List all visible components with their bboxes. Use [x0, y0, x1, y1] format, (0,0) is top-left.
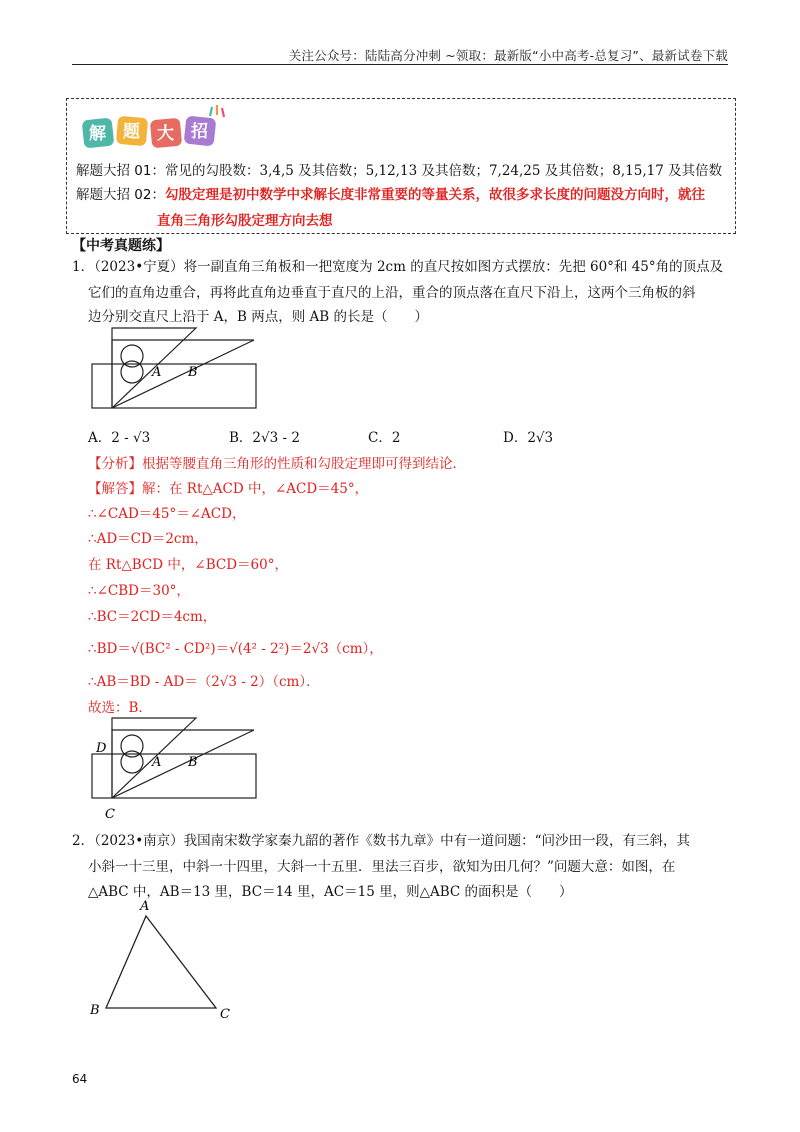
tip-1-label: 解题大招 01： — [76, 163, 165, 179]
q2-line-1: 2．（2023•南京）我国南宋数学家秦九韶的著作《数书九章》中有一道问题：“问沙田一段，有三斜，其 — [72, 833, 691, 849]
q1-line-1: 1．（2023•宁夏）将一副直角三角板和一把宽度为 2cm 的直尺按如图方式摆放：先把 60°和 45°角的顶点及 — [72, 259, 724, 275]
tips-box — [66, 98, 736, 234]
q1-answer: 故选：B． — [88, 700, 152, 716]
label-A: A — [152, 755, 162, 770]
label-A: A — [152, 365, 162, 380]
ruler — [92, 364, 256, 408]
q1-figure — [88, 322, 268, 414]
q1-solution-6: ∴BC＝2CD＝4cm， — [88, 609, 217, 625]
page-header: 关注公众号：陆陆高分冲刺 ~领取：最新版“小中高考-总复习”、最新试卷下载 — [288, 48, 728, 63]
section-title: 【中考真题练】 — [72, 238, 170, 254]
q1-analysis: 【分析】根据等腰直角三角形的性质和勾股定理即可得到结论． — [88, 456, 466, 472]
q1-solution-1: 【解答】解：在 Rt△ACD 中，∠ACD＝45°， — [88, 481, 369, 497]
logo-char-3: 大 — [157, 124, 174, 144]
label-C: C — [105, 807, 115, 822]
q1-option-c: C．2 — [368, 430, 401, 446]
tip-2-text-a: 勾股定理是初中数学中求解长度非常重要的等量关系，故很多求长度的问题没方向时，就往 — [164, 187, 705, 203]
tip-1 — [76, 159, 722, 179]
q2-line-3: △ABC 中，AB＝13 里，BC＝14 里，AC＝15 里，则△ABC 的面积是（ ） — [88, 884, 573, 900]
label-A: A — [140, 899, 150, 914]
q1-solution-8: ∴AB＝BD - AD＝（2√3 - 2）（cm）． — [88, 674, 320, 690]
q1-option-d: D．2√3 — [503, 430, 554, 446]
tip-2-label: 解题大招 02： — [76, 187, 165, 203]
header-rule — [72, 64, 728, 65]
label-D: D — [96, 741, 107, 756]
label-B: B — [188, 755, 198, 770]
q2-line-2: 小斜一十三里，中斜一十四里，大斜一十五里．里法三百步，欲知为田几何？”问题大意：如图，在 — [88, 859, 676, 875]
label-C: C — [220, 1007, 230, 1022]
q1-solution-figure — [88, 712, 268, 822]
hypotenuse-60 — [112, 340, 254, 408]
hypotenuse-60 — [112, 730, 254, 798]
ruler — [92, 754, 256, 798]
tip-2 — [76, 183, 705, 203]
logo-char-2: 题 — [123, 122, 140, 142]
logo-char-4: 招 — [191, 122, 208, 142]
tip-1-text: 常见的勾股数：3,4,5 及其倍数；5,12,13 及其倍数；7,24,25 及其倍数；8,15,17 及其倍数 — [164, 163, 723, 179]
label-B: B — [90, 1003, 100, 1018]
q1-solution-5: ∴∠CBD＝30°， — [88, 583, 190, 599]
q1-solution-4: 在 Rt△BCD 中，∠BCD＝60°， — [88, 557, 288, 573]
logo-char-1: 解 — [89, 124, 106, 144]
q1-line-3: 边分别交直尺上沿于 A，B 两点，则 AB 的长是（ ） — [88, 309, 429, 325]
q2-figure — [86, 896, 246, 1024]
tips-logo — [79, 103, 229, 151]
tip-2-text-b: 直角三角形勾股定理方向去想 — [157, 213, 333, 229]
q1-solution-7: ∴BD＝√(BC² - CD²)＝√(4² - 2²)＝2√3（cm）， — [88, 641, 383, 657]
label-B: B — [188, 365, 198, 380]
logo-decoration-icon — [210, 105, 224, 117]
page-number: 64 — [72, 1072, 88, 1086]
triangle-abc — [106, 916, 216, 1008]
q1-line-2: 它们的直角边重合，再将此直角边垂直于直尺的上沿，重合的顶点落在直尺下沿上，这两个三角板的斜 — [88, 285, 696, 301]
q1-option-b: B．2√3 - 2 — [229, 430, 300, 446]
q1-option-a: A．2 - √3 — [88, 430, 151, 446]
q1-solution-2: ∴∠CAD＝45°＝∠ACD， — [88, 506, 246, 522]
q1-solution-3: ∴AD＝CD＝2cm， — [88, 531, 208, 547]
